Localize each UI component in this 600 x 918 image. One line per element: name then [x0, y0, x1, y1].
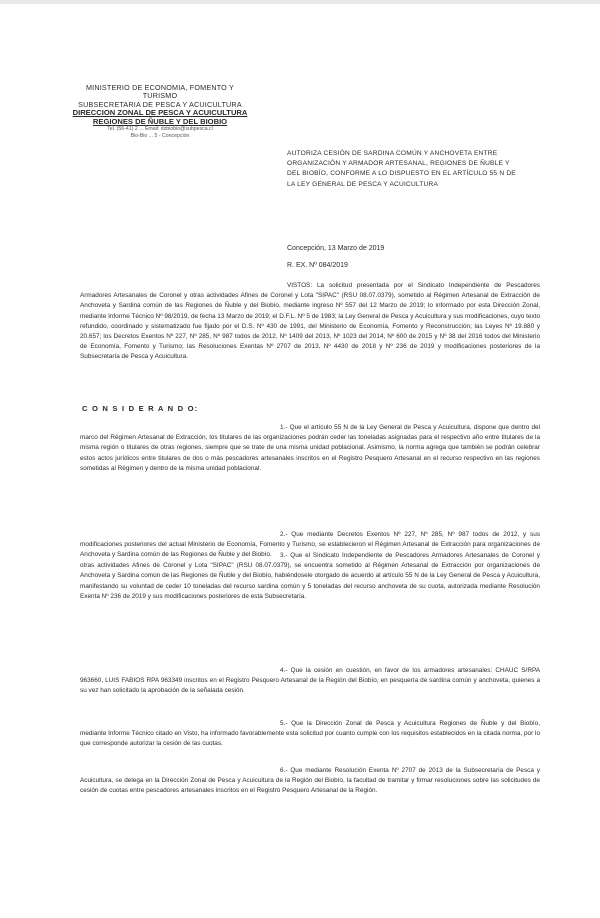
- visto-body: Pescadores Armadores Artesanales de Coronel y otras actividades Afines de Coronel y Lota "SIPAC" (RSU 08.07.0379), sometido al Régimen Artesanal de Extracción de Anchoveta y Sardina común de las Regiones de Ñuble y del Biobío, mediante ingreso Nº 557 del 12 Marzo de 2019; lo informado por esta Dirección Zonal, mediante Informe Técnico Nº 98/2019, de fecha 13 Marzo de 2019; el D.F.L. Nº 5 de 1983; la Ley General de Pesca y Acuicultura y sus modificaciones, cuyo texto refundido, coordinado y sistematizado fue fijado por el D.S. Nº 430 de 1991, del Ministerio de Economía, Fomento y Reconstrucción; las Leyes Nº 19.880 y 20.657; los Decretos Exentos Nº 227, Nº 285, Nº 987 todos de 2012, Nº 1409 del 2013, Nº 1023 del 2014, Nº 600 de 2015 y Nº 38 del 2016 todos del Ministerio de Economía, Fomento y Turismo; las Resoluciones Exentas Nº 2707 de 2013, Nº 4430 de 2018 y Nº 236 de 2019 y modificaciones posteriores de la Subsecretaría de Pesca y Acuicultura.: [80, 282, 540, 361]
- visto-section: [80, 281, 540, 363]
- regions-name: REGIONES DE ÑUBLE Y DEL BIOBIO: [92, 116, 228, 126]
- paragraph-4: [80, 666, 540, 697]
- contact-line: Tel. (56-41) 2 ... Email: dzbiobio@subpesca.cl: [107, 126, 213, 133]
- scan-top-edge: [0, 0, 600, 4]
- paragraph-lead: 2.- Que mediante Decretos Exentos Nº 227, Nº 285, Nº: [280, 531, 455, 538]
- subsecretary-name: SUBSECRETARIA DE PESCA Y ACUICULTURA: [78, 99, 242, 109]
- paragraph-text: de la Subsecretaría de Pesca y Acuicultura, se delega en la Dirección Zonal de Pesca y Acuicultura de la Región del Biobío, la facultad de tramitar y firmar resoluciones sobre las solicitudes de cesión de cuotas entre pescadores artesanales inscritos en el Registro Pesquero Artesanal de la Región.: [80, 767, 540, 795]
- visto-lead: VISTOS: La solicitud presentada por el Sindicato Independiente de: [287, 282, 502, 289]
- paragraph-text: armadores artesanales: CHAUC S/RPA 963660, LUIS FABIOS RPA 963349 inscritos en el Registro Pesquero Artesanal de la Región del Biobío, en pesquería de sardina común y anchoveta, quienes a su vez han solicitado la aprobación de la señalada cesión.: [80, 667, 540, 695]
- paragraph-3: [80, 551, 540, 602]
- paragraph-5: [80, 719, 540, 750]
- resolution-title: AUTORIZA CESIÓN DE SARDINA COMÚN Y ANCHOVETA ENTRE ORGANIZACIÓN Y ARMADOR ARTESANAL, REGIONES DE ÑUBLE Y DEL BIOBÍO, CONFORME A LO DISPUESTO EN EL ARTÍCULO 55 N DE LA LEY GENERAL DE PESCA Y ACUICULTURA: [287, 150, 516, 188]
- considerando-heading: C O N S I D E R A N D O:: [82, 404, 199, 413]
- address-line: Bio-Bio ... 5 - Concepción: [130, 133, 190, 140]
- place-date: Concepción, 13 Marzo de 2019: [287, 245, 385, 252]
- resolution-number: R. EX. Nº 084/2019: [287, 262, 348, 269]
- paragraph-text: Regiones de Ñuble y del Biobío, mediante Informe Técnico citado en Visto, ha informado favorablemente esta solicitud por cuanto cumple con los requisitos establecidos en la citada norma, por lo que corresponde autorizar la cesión de las cuotas.: [80, 720, 540, 748]
- paragraph-text: 987 todos de 2012, y sus modificaciones posteriores del actual Ministerio de Economía, Fomento y Turismo, se establecieron el Régimen Artesanal de Extracción para organizaciones de Anchoveta y Sardina común de las Regiones de Ñuble y del Biobío.: [80, 531, 541, 559]
- paragraph-text: Acuicultura, dispone que dentro del marco del Régimen Artesanal de Extracción, los titulares de las organizaciones podrán ceder las toneladas asignadas para el respectivo año entre titulares de la misma región o titulares de otras regiones, siempre que se trate de una misma unidad poblacional. Asimismo, la norma agrega que también se podrán celebrar estos actos jurídicos entre titulares de dos o más pescadores artesanales inscritos en el Registro Pesquero Artesanal en el recurso respectivo en las regiones sometidas al Régimen y dentro de la misma unidad poblacional.: [80, 424, 540, 472]
- paragraph-lead: 6.- Que mediante Resolución Exenta Nº 2707 de 2013: [280, 767, 443, 774]
- paragraph-6: [80, 766, 540, 797]
- paragraph-1: [80, 423, 540, 474]
- paragraph-lead: 1.- Que el artículo 55 N de la Ley General de Pesca y: [280, 424, 437, 431]
- letterhead: [70, 84, 250, 140]
- paragraph-lead: 5.- Que la Dirección Zonal de Pesca y Acuicultura: [280, 720, 436, 727]
- paragraph-text: Armadores Artesanales de Coronel y otras actividades Afines de Coronel y Lota "SIPAC" (RSU 08.07.0379), se encuentra sometido al Régimen Artesanal de Extracción por organizaciones de Anchoveta y Sardina común de las Regiones de Ñuble y del Biobío, habiéndosele otorgado de acuerdo al artículo 55 N de la Ley General de Pesca y Acuicultura, manifestando su voluntad de ceder 10 toneladas del recurso sardina común y 5 toneladas del recurso anchoveta de su cuota, autorizada mediante Resolución Exenta Nº 236 de 2019 y sus modificaciones posteriores de esta Subsecretaría.: [80, 552, 540, 600]
- ministry-name: MINISTERIO DE ECONOMIA, FOMENTO Y TURISMO: [85, 83, 235, 101]
- paragraph-lead: 3.- Que el Sindicato Independiente de Pescadores: [280, 552, 429, 559]
- zonal-office-name: DIRECCION ZONAL DE PESCA Y ACUICULTURA: [72, 108, 248, 118]
- paragraph-lead: 4.- Que la cesión en cuestión, en favor de los: [280, 667, 421, 674]
